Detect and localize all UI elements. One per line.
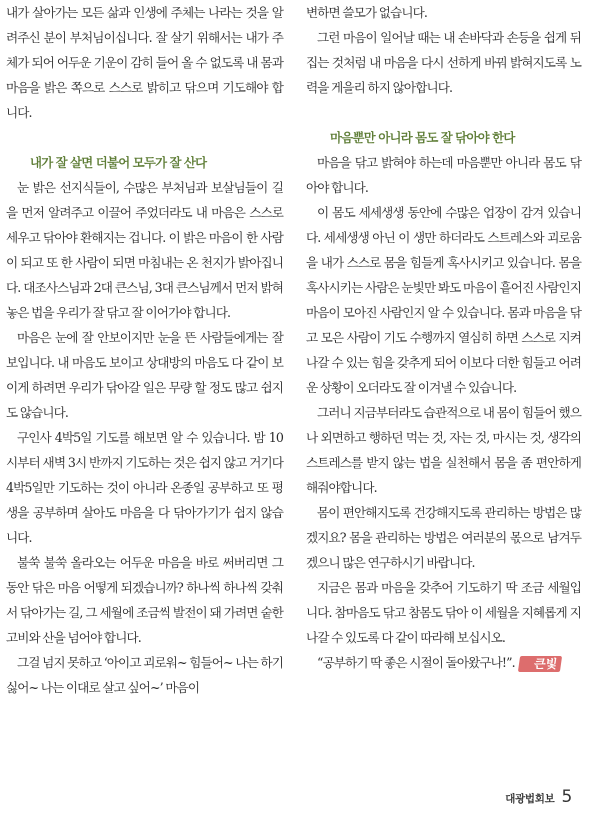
section-heading: 내가 잘 살면 더불어 모두가 잘 산다: [30, 155, 207, 170]
body-paragraph: 이 몸도 세세생생 동안에 수많은 업장이 감겨 있습니다. 세세생생 아닌 이 생만 하더라도 스트레스와 괴로움을 내가 스스로 몸을 힘들게 혹사시키고 있습니다. 몸을 혹사시키는 사람은 눈빛만 봐도 마음이 흩어진 사람인지 마음이 모아진 사람인지 알 수 있습니다. 몸과 마음을 닦고 모은 사람이 기도 수행까지 열심히 하면 스스로 지켜나갈 수 있는 힘을 갖추게 되어 이보다 더한 힘들고 어려운 상황이 오더라도 잘 이겨낼 수 있습니다.: [306, 205, 581, 395]
page-number: 5: [561, 787, 572, 807]
body-paragraph: 마음을 닦고 밝혀야 하는데 마음뿐만 아니라 몸도 닦아야 합니다.: [306, 155, 581, 195]
continued-paragraph: 변하면 쓸모가 없습니다.: [306, 5, 427, 20]
body-paragraph: 그걸 넘지 못하고 ‘아이고 괴로워~ 힘들어~ 나는 하기 싫어~ 나는 이대로 살고 싶어~’ 마음이: [6, 655, 283, 695]
page-footer: [505, 787, 572, 807]
body-paragraph: 그러니 지금부터라도 습관적으로 내 몸이 힘들어 했으나 외면하고 행하던 먹는 것, 자는 것, 마시는 것, 생각의 스트레스를 받지 않는 법을 실천해서 몸을 좀 편안하게 해줘야합니다.: [306, 405, 581, 495]
body-paragraph: 눈 밝은 선지식들이, 수많은 부처님과 보살님들이 길을 먼저 알려주고 이끌어 주었더라도 내 마음은 스스로 세우고 닦아야 환해지는 겁니다. 이 밝은 마음이 한 사람이 되고 또 한 사람이 되면 마침내는 온 천지가 밝아집니다. 대조사스님과 2대 큰스님, 3대 큰스님께서 먼저 밝혀 놓은 법을 우리가 잘 닦고 잘 이어가야 합니다.: [6, 180, 283, 320]
author-signature: 큰빛: [518, 656, 562, 672]
closing-line: [306, 650, 581, 675]
section-heading: 마음뿐만 아니라 몸도 잘 닦아야 한다: [330, 130, 515, 145]
intro-paragraph: 내가 살아가는 모든 삶과 인생에 주체는 나라는 것을 알려주신 분이 부처님이십니다. 잘 살기 위해서는 내가 주체가 되어 어두운 기운이 감히 들어 올 수 없도록 내 몸과 마음을 밝은 쪽으로 스스로 밝히고 닦으며 기도해야 합니다.: [6, 5, 283, 120]
right-column: [306, 0, 581, 675]
body-paragraph: 불쑥 불쑥 올라오는 어두운 마음을 바로 써버리면 그동안 닦은 마음 어떻게 되겠습니까? 하나씩 하나씩 갖춰서 닦아가는 길, 그 세월에 조금씩 발전이 돼 가려면 숱한 고비와 산을 넘어야 합니다.: [6, 555, 283, 645]
body-paragraph: 구인사 4박5일 기도를 해보면 알 수 있습니다. 밤 10시부터 새벽 3시 반까지 기도하는 것은 쉽지 않고 거기다 4박5일만 기도하는 것이 아니라 온종일 공부하고 또 평생을 공부하며 살아도 마음을 다 닦아가기가 쉽지 않습니다.: [6, 430, 283, 545]
body-paragraph: 지금은 몸과 마음을 갖추어 기도하기 딱 조금 세월입니다. 참마음도 닦고 참몸도 닦아 이 세월을 지혜롭게 지나갈 수 있도록 다 같이 따라해 보십시오.: [306, 580, 581, 645]
body-paragraph: 마음은 눈에 잘 안보이지만 눈을 뜬 사람들에게는 잘 보입니다. 내 마음도 보이고 상대방의 마음도 다 같이 보이게 하려면 우리가 닦아갈 일은 무량 할 정도 많고 쉽지도 않습니다.: [6, 330, 283, 420]
left-column: [6, 0, 283, 700]
section-spacer: [6, 125, 283, 150]
body-paragraph: 몸이 편안해지도록 건강해지도록 관리하는 방법은 많겠지요? 몸을 관리하는 방법은 여러분의 몫으로 남겨두겠으니 많은 연구하시기 바랍니다.: [306, 505, 581, 570]
closing-quote: “공부하기 딱 좋은 시절이 돌아왔구나!”.: [317, 655, 515, 670]
body-paragraph: 그런 마음이 일어날 때는 내 손바닥과 손등을 쉽게 뒤집는 것처럼 내 마음을 다시 선하게 바꿔 밝혀지도록 노력을 게을리 하지 않아합니다.: [306, 30, 581, 95]
section-spacer: [306, 100, 581, 125]
publication-name: 대광법회보: [505, 793, 555, 805]
